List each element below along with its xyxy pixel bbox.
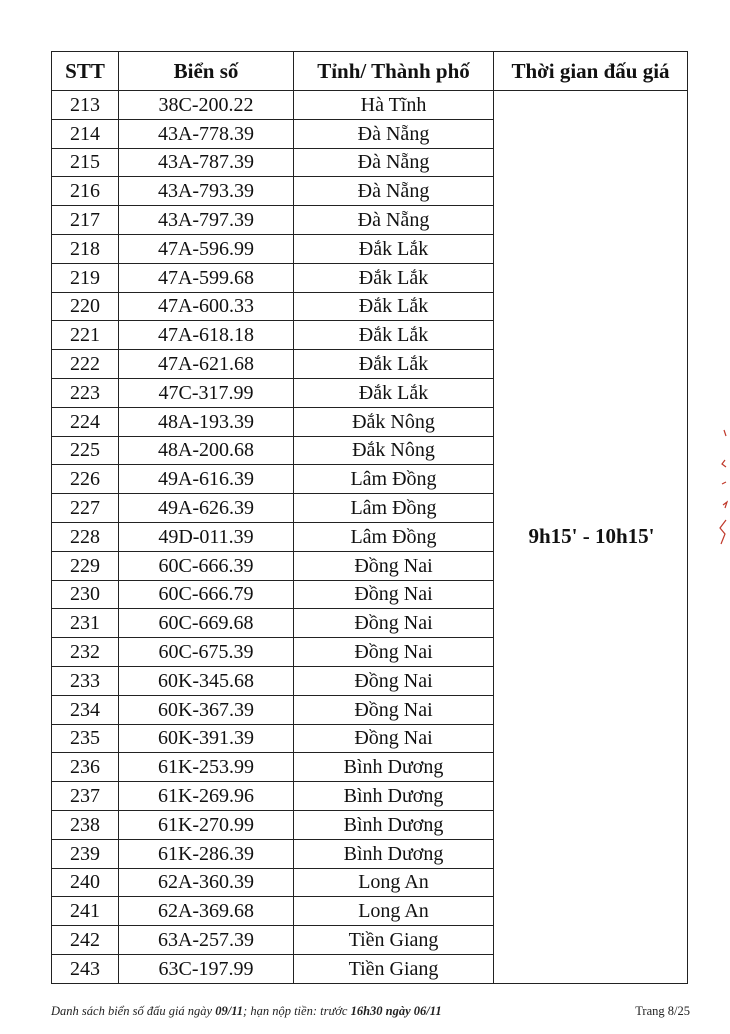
cell-province: Đắk Lắk xyxy=(294,321,494,350)
cell-plate: 60K-367.39 xyxy=(119,695,294,724)
cell-province: Bình Dương xyxy=(294,810,494,839)
table-body xyxy=(52,91,688,984)
cell-province: Đồng Nai xyxy=(294,551,494,580)
cell-province: Long An xyxy=(294,897,494,926)
cell-stt: 238 xyxy=(52,810,119,839)
cell-stt: 222 xyxy=(52,350,119,379)
cell-plate: 61K-286.39 xyxy=(119,839,294,868)
cell-plate: 43A-778.39 xyxy=(119,119,294,148)
cell-stt: 217 xyxy=(52,206,119,235)
cell-province: Lâm Đồng xyxy=(294,522,494,551)
cell-plate: 62A-369.68 xyxy=(119,897,294,926)
cell-stt: 214 xyxy=(52,119,119,148)
cell-stt: 232 xyxy=(52,638,119,667)
cell-plate: 60C-675.39 xyxy=(119,638,294,667)
cell-stt: 239 xyxy=(52,839,119,868)
cell-plate: 43A-787.39 xyxy=(119,148,294,177)
cell-stt: 240 xyxy=(52,868,119,897)
cell-stt: 213 xyxy=(52,91,119,120)
cell-province: Đắk Lắk xyxy=(294,378,494,407)
cell-province: Đồng Nai xyxy=(294,666,494,695)
cell-province: Tiền Giang xyxy=(294,926,494,955)
cell-plate: 47A-600.33 xyxy=(119,292,294,321)
cell-plate: 47A-621.68 xyxy=(119,350,294,379)
cell-auction-time: 9h15' - 10h15' xyxy=(494,91,688,984)
cell-plate: 63C-197.99 xyxy=(119,954,294,983)
cell-stt: 233 xyxy=(52,666,119,695)
cell-stt: 215 xyxy=(52,148,119,177)
cell-province: Bình Dương xyxy=(294,753,494,782)
cell-province: Đắk Lắk xyxy=(294,350,494,379)
cell-plate: 63A-257.39 xyxy=(119,926,294,955)
cell-province: Đồng Nai xyxy=(294,580,494,609)
cell-plate: 62A-360.39 xyxy=(119,868,294,897)
cell-stt: 237 xyxy=(52,782,119,811)
cell-province: Đồng Nai xyxy=(294,724,494,753)
cell-province: Lâm Đồng xyxy=(294,494,494,523)
cell-stt: 226 xyxy=(52,465,119,494)
cell-province: Đồng Nai xyxy=(294,695,494,724)
cell-plate: 60C-666.39 xyxy=(119,551,294,580)
cell-stt: 230 xyxy=(52,580,119,609)
footer-deadline: 16h30 ngày 06/11 xyxy=(350,1004,442,1018)
page-number: Trang 8/25 xyxy=(635,1004,690,1018)
stamp-fragment xyxy=(714,420,728,560)
cell-stt: 235 xyxy=(52,724,119,753)
cell-plate: 60K-345.68 xyxy=(119,666,294,695)
cell-plate: 43A-793.39 xyxy=(119,177,294,206)
cell-province: Đắk Nông xyxy=(294,407,494,436)
cell-stt: 225 xyxy=(52,436,119,465)
footer-middle: ; hạn nộp tiền: trước xyxy=(243,1004,348,1018)
cell-stt: 236 xyxy=(52,753,119,782)
cell-plate: 60K-391.39 xyxy=(119,724,294,753)
header-plate: Biển số xyxy=(119,52,294,91)
cell-province: Đắk Lắk xyxy=(294,292,494,321)
cell-province: Đà Nẵng xyxy=(294,119,494,148)
cell-province: Đà Nẵng xyxy=(294,177,494,206)
cell-province: Bình Dương xyxy=(294,782,494,811)
cell-province: Tiền Giang xyxy=(294,954,494,983)
cell-province: Đồng Nai xyxy=(294,638,494,667)
cell-stt: 234 xyxy=(52,695,119,724)
cell-province: Đà Nẵng xyxy=(294,206,494,235)
cell-plate: 61K-270.99 xyxy=(119,810,294,839)
cell-stt: 223 xyxy=(52,378,119,407)
cell-plate: 60C-669.68 xyxy=(119,609,294,638)
cell-plate: 47A-618.18 xyxy=(119,321,294,350)
cell-stt: 220 xyxy=(52,292,119,321)
cell-plate: 47A-599.68 xyxy=(119,263,294,292)
header-stt: STT xyxy=(52,52,119,91)
footer-note xyxy=(51,1004,690,1019)
cell-plate: 49A-616.39 xyxy=(119,465,294,494)
cell-plate: 49D-011.39 xyxy=(119,522,294,551)
cell-stt: 219 xyxy=(52,263,119,292)
header-province: Tỉnh/ Thành phố xyxy=(294,52,494,91)
cell-plate: 48A-200.68 xyxy=(119,436,294,465)
cell-stt: 231 xyxy=(52,609,119,638)
cell-stt: 228 xyxy=(52,522,119,551)
cell-stt: 229 xyxy=(52,551,119,580)
plate-auction-table xyxy=(51,51,688,984)
cell-province: Bình Dương xyxy=(294,839,494,868)
cell-plate: 48A-193.39 xyxy=(119,407,294,436)
cell-province: Long An xyxy=(294,868,494,897)
cell-province: Đồng Nai xyxy=(294,609,494,638)
cell-province: Hà Tĩnh xyxy=(294,91,494,120)
cell-province: Đà Nẵng xyxy=(294,148,494,177)
cell-province: Lâm Đồng xyxy=(294,465,494,494)
cell-stt: 224 xyxy=(52,407,119,436)
cell-stt: 227 xyxy=(52,494,119,523)
cell-province: Đắk Nông xyxy=(294,436,494,465)
footer-prefix: Danh sách biển số đấu giá ngày xyxy=(51,1004,213,1018)
cell-stt: 216 xyxy=(52,177,119,206)
cell-plate: 61K-269.96 xyxy=(119,782,294,811)
cell-plate: 60C-666.79 xyxy=(119,580,294,609)
table-row xyxy=(52,91,688,120)
cell-province: Đắk Lắk xyxy=(294,234,494,263)
cell-stt: 241 xyxy=(52,897,119,926)
header-auction-time: Thời gian đấu giá xyxy=(494,52,688,91)
cell-plate: 43A-797.39 xyxy=(119,206,294,235)
cell-plate: 38C-200.22 xyxy=(119,91,294,120)
footer-date: 09/11 xyxy=(215,1004,244,1018)
cell-plate: 47A-596.99 xyxy=(119,234,294,263)
cell-plate: 49A-626.39 xyxy=(119,494,294,523)
cell-stt: 221 xyxy=(52,321,119,350)
table-header-row xyxy=(52,52,688,91)
cell-plate: 61K-253.99 xyxy=(119,753,294,782)
cell-stt: 242 xyxy=(52,926,119,955)
cell-stt: 243 xyxy=(52,954,119,983)
cell-province: Đắk Lắk xyxy=(294,263,494,292)
cell-plate: 47C-317.99 xyxy=(119,378,294,407)
cell-stt: 218 xyxy=(52,234,119,263)
